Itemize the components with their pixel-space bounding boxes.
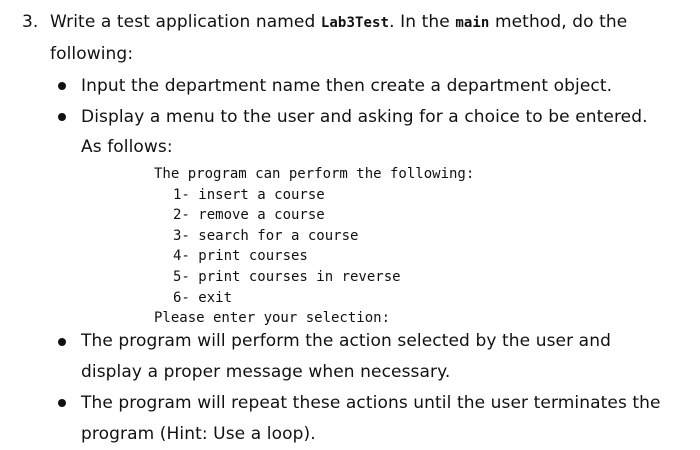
menu-prompt: Please enter your selection: xyxy=(154,310,391,326)
question-line-2: following: xyxy=(50,44,134,64)
bullet-1-line-1: Input the department name then create a department object. xyxy=(81,76,613,96)
bullet-3-line-1: The program will perform the action selected by the user and xyxy=(81,331,611,351)
menu-item-2: 2- remove a course xyxy=(173,207,325,223)
bullet-4-line-1: The program will repeat these actions until the user terminates the xyxy=(81,393,661,413)
method-name: main xyxy=(455,15,490,31)
menu-item-1: 1- insert a course xyxy=(173,187,325,203)
question-text-part-2: . In the xyxy=(389,12,450,32)
menu-header: The program can perform the following: xyxy=(154,166,475,182)
bullet-2-line-2: As follows: xyxy=(81,137,173,157)
bullet-2-line-1: Display a menu to the user and asking for a choice to be entered. xyxy=(81,107,648,127)
menu-item-5: 5- print courses in reverse xyxy=(173,269,401,285)
question-line-1 xyxy=(50,11,627,34)
bullet-dot xyxy=(58,82,66,90)
question-text-part-3: method, do the xyxy=(494,12,628,32)
bullet-3-line-2: display a proper message when necessary. xyxy=(81,362,451,382)
class-name: Lab3Test xyxy=(320,15,390,31)
menu-item-6: 6- exit xyxy=(173,290,233,306)
bullet-dot xyxy=(58,113,66,121)
bullet-dot xyxy=(58,338,66,346)
bullet-4-line-2: program (Hint: Use a loop). xyxy=(81,424,316,444)
question-number: 3. xyxy=(22,12,39,32)
menu-item-4: 4- print courses xyxy=(173,248,308,264)
menu-item-3: 3- search for a course xyxy=(173,228,359,244)
question-text-part-1: Write a test application named xyxy=(50,12,316,32)
bullet-dot xyxy=(58,399,66,407)
